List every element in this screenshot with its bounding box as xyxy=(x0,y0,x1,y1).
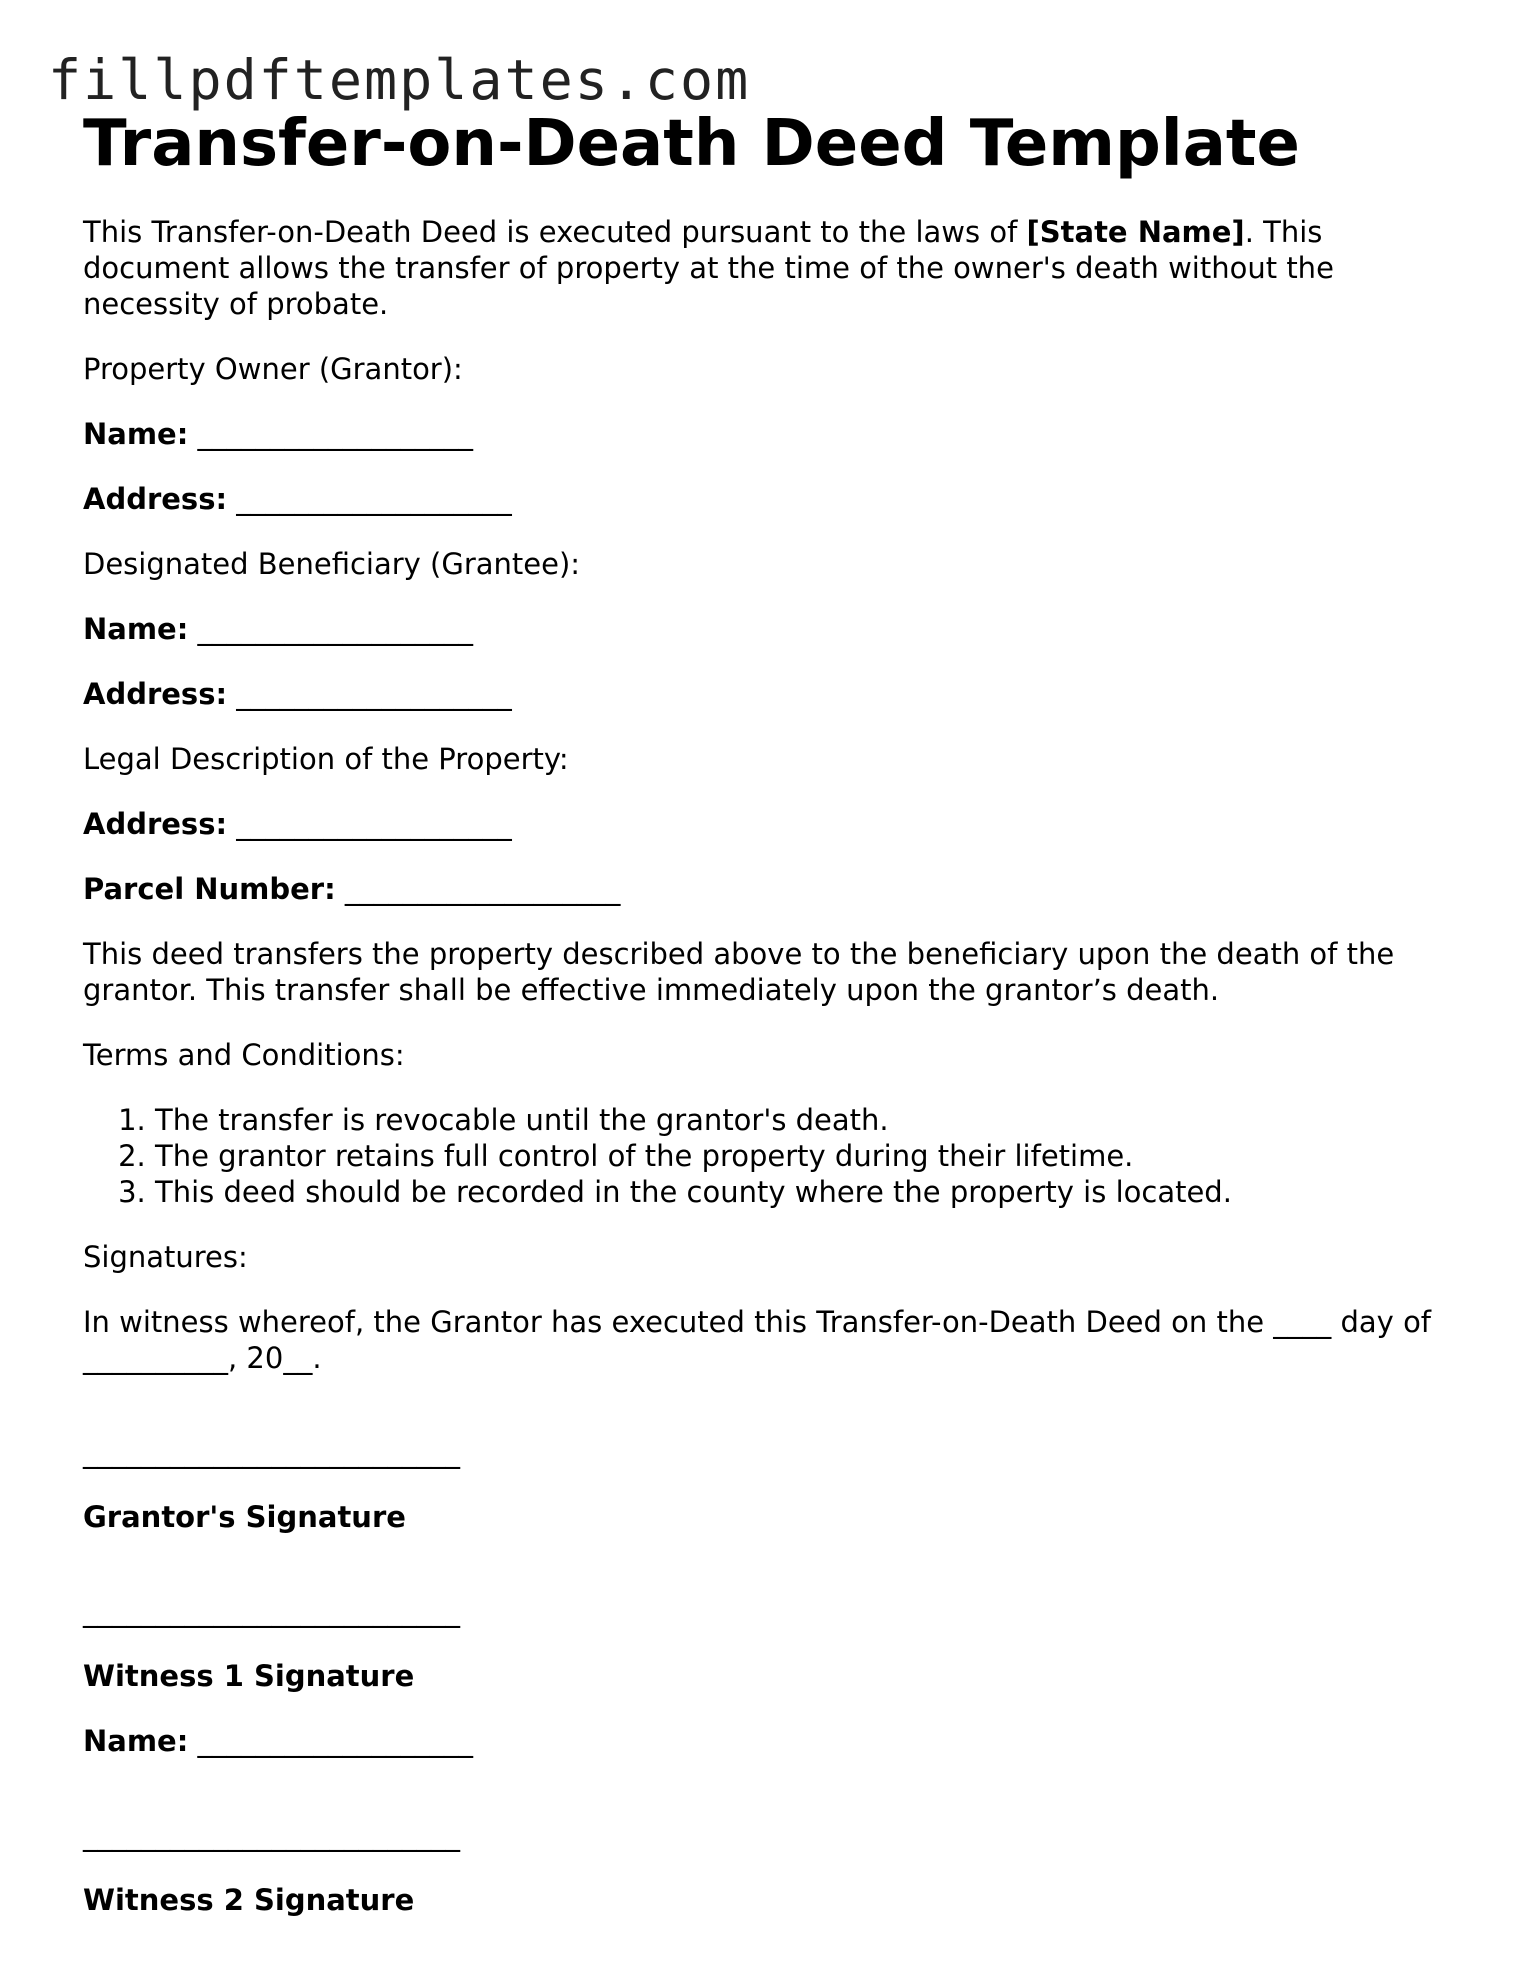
witness2-signature-label: Witness 2 Signature xyxy=(83,1883,415,1917)
grantee-address-field[interactable]: ___________________ xyxy=(236,677,512,711)
grantor-heading: Property Owner (Grantor): xyxy=(83,352,463,386)
property-address-field[interactable]: ___________________ xyxy=(236,807,512,841)
parcel-number-row xyxy=(83,871,1443,907)
property-heading: Legal Description of the Property: xyxy=(83,742,569,776)
grantor-name-row xyxy=(83,416,1443,452)
parcel-number-label: Parcel Number: xyxy=(83,872,336,906)
document-page xyxy=(83,108,1443,1918)
watermark: fillpdftemplates.com xyxy=(48,48,751,112)
grantee-name-label: Name: xyxy=(83,612,189,646)
property-address-label: Address: xyxy=(83,807,228,841)
transfer-paragraph: This deed transfers the property described above to the beneficiary upon the death of the grantor. This transfer shall be effective immediately upon the grantor’s death. xyxy=(83,937,1395,1007)
intro-paragraph xyxy=(83,214,1443,322)
grantee-name-field[interactable]: ___________________ xyxy=(197,612,474,646)
intro-text-2: . This document allows the transfer of property at the time of the owner's death without the necessity of probate. xyxy=(83,215,1334,321)
terms-item: 1. The transfer is revocable until the grantor's death. xyxy=(155,1102,1443,1138)
grantee-heading: Designated Beneficiary (Grantee): xyxy=(83,547,581,581)
witness1-signature-label: Witness 1 Signature xyxy=(83,1659,415,1693)
terms-item: 2. The grantor retains full control of the property during their lifetime. xyxy=(155,1138,1443,1174)
signatures-heading: Signatures: xyxy=(83,1240,248,1274)
document-title: Transfer-on-Death Deed Template xyxy=(83,107,1300,181)
terms-heading: Terms and Conditions: xyxy=(83,1038,405,1072)
grantee-name-row xyxy=(83,611,1443,647)
grantor-address-label: Address: xyxy=(83,482,228,516)
witness1-name-label: Name: xyxy=(83,1724,189,1758)
grantor-address-row xyxy=(83,481,1443,517)
terms-item: 3. This deed should be recorded in the county where the property is located. xyxy=(155,1174,1443,1210)
grantee-address-row xyxy=(83,676,1443,712)
grantor-signature-line[interactable]: __________________________ xyxy=(83,1435,460,1469)
witness1-name-row xyxy=(83,1723,1443,1759)
grantor-address-field[interactable]: ___________________ xyxy=(236,482,512,516)
state-name-placeholder: [State Name] xyxy=(1026,215,1245,249)
grantee-address-label: Address: xyxy=(83,677,228,711)
intro-text-1: This Transfer-on-Death Deed is executed pursuant to the laws of xyxy=(83,215,1027,249)
witness1-signature-line[interactable]: __________________________ xyxy=(83,1594,460,1628)
grantor-name-field[interactable]: ___________________ xyxy=(197,417,474,451)
parcel-number-field[interactable]: ___________________ xyxy=(344,872,621,906)
terms-list xyxy=(83,1102,1443,1210)
property-address-row xyxy=(83,806,1443,842)
witness-whereof-paragraph: In witness whereof, the Grantor has executed this Transfer-on-Death Deed on the ____ day of __________, 20__. xyxy=(83,1305,1432,1375)
witness1-name-field[interactable]: ___________________ xyxy=(197,1724,474,1758)
witness2-signature-line[interactable]: __________________________ xyxy=(83,1818,460,1852)
grantor-name-label: Name: xyxy=(83,417,189,451)
grantor-signature-label: Grantor's Signature xyxy=(83,1500,406,1534)
